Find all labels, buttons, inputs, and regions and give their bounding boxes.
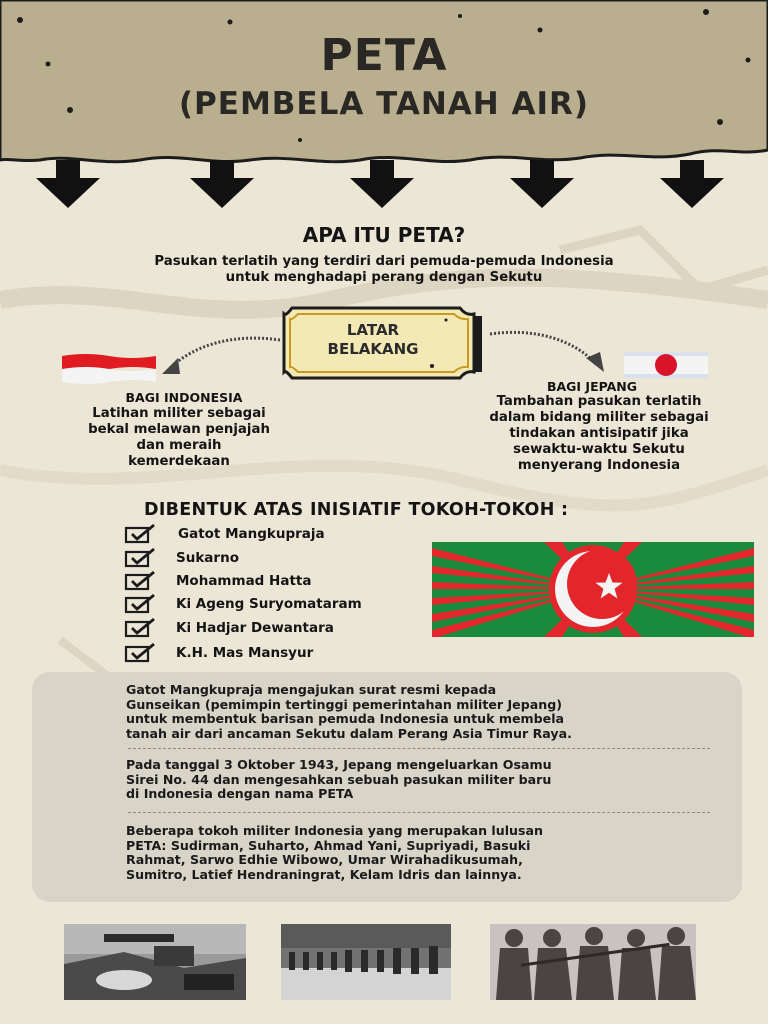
founder-name: Sukarno	[176, 550, 239, 566]
list-item	[124, 594, 424, 616]
founders-heading: DIBENTUK ATAS INISIATIF TOKOH-TOKOH :	[144, 500, 569, 520]
info-paragraph-2: Pada tanggal 3 Oktober 1943, Jepang mengeluarkan Osamu Sirei No. 44 dan mengesahkan sebuah pasukan militer baru di Indonesia dengan nama PETA	[126, 757, 552, 801]
page-title: PETA	[320, 30, 448, 81]
list-item	[124, 524, 424, 546]
list-item	[124, 643, 424, 665]
down-arrow-icon	[660, 160, 724, 208]
japan-flag-icon	[624, 352, 708, 378]
down-arrow-icon	[350, 160, 414, 208]
peta-flag-image	[432, 542, 754, 637]
founder-name: Gatot Mangkupraja	[178, 526, 325, 542]
founder-name: Ki Hadjar Dewantara	[176, 620, 334, 636]
founder-name: K.H. Mas Mansyur	[176, 645, 314, 661]
list-item	[124, 571, 424, 593]
japan-text: Tambahan pasukan terlatih dalam bidang militer sebagai tindakan antisipatif jika sewaktu-waktu Sekutu menyerang Indonesia	[489, 394, 709, 473]
divider	[128, 748, 710, 749]
list-item	[124, 548, 424, 570]
historical-photo-1	[64, 924, 246, 1000]
indonesia-flag-icon	[62, 354, 156, 384]
down-arrow-icon	[36, 160, 100, 208]
founder-name: Mohammad Hatta	[176, 573, 312, 589]
checkbox-icon	[124, 524, 158, 544]
checkbox-icon	[124, 571, 158, 591]
divider	[128, 812, 710, 813]
indonesia-text: Latihan militer sebagai bekal melawan penjajah dan meraih kemerdekaan	[88, 406, 270, 469]
checkbox-icon	[124, 643, 158, 663]
checkbox-icon	[124, 594, 158, 614]
list-item	[124, 618, 424, 640]
checkbox-icon	[124, 548, 158, 568]
historical-photo-3	[490, 924, 696, 1000]
latar-belakang-label: LATAR BELAKANG	[327, 321, 419, 358]
japan-heading: BAGI JEPANG	[546, 379, 638, 394]
curved-arrow-left-icon	[158, 330, 282, 380]
page-subtitle: (PEMBELA TANAH AIR)	[178, 86, 590, 122]
founder-name: Ki Ageng Suryomataram	[176, 596, 362, 612]
down-arrow-icon	[510, 160, 574, 208]
intro-heading: APA ITU PETA?	[302, 223, 466, 247]
curved-arrow-right-icon	[488, 326, 608, 376]
down-arrow-icon	[190, 160, 254, 208]
historical-photo-2	[281, 924, 451, 1000]
info-paragraph-3: Beberapa tokoh militer Indonesia yang merupakan lulusan PETA: Sudirman, Suharto, Ahmad Yani, Supriyadi, Basuki Rahmat, Sarwo Edhie Wibowo, Umar Wirahadikusumah, Sumitro, Latief Hendraningrat, Kelam Idris dan lainnya.	[126, 823, 543, 882]
info-paragraph-1: Gatot Mangkupraja mengajukan surat resmi kepada Gunseikan (pemimpin tertinggi pemerintahan militer Jepang) untuk membentuk barisan pemuda Indonesia untuk membela tanah air dari ancaman Sekutu dalam Perang Asia Timur Raya.	[126, 682, 572, 741]
indonesia-heading: BAGI INDONESIA	[125, 390, 243, 405]
intro-text: Pasukan terlatih yang terdiri dari pemuda-pemuda Indonesia untuk menghadapi perang dengan Sekutu	[154, 254, 614, 285]
checkbox-icon	[124, 618, 158, 638]
